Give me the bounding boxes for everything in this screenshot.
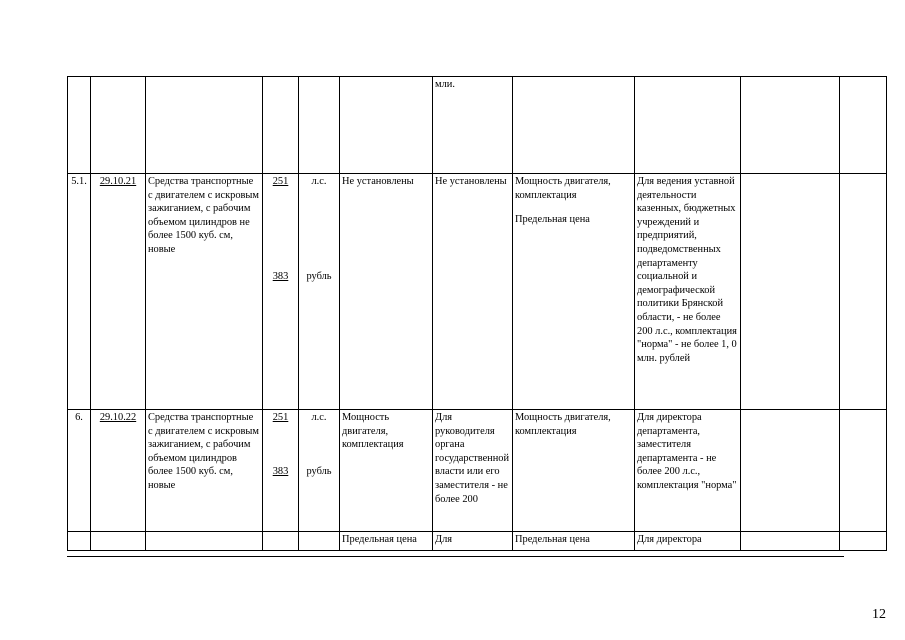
unit-2: рубль: [306, 270, 332, 282]
cell: [635, 77, 741, 174]
unit-1: л.с.: [311, 412, 327, 423]
cell: [299, 532, 340, 551]
cell: [340, 77, 433, 174]
table-row: [68, 174, 887, 410]
characteristic-1: Мощность двигателя, комплектация: [515, 176, 611, 201]
row-number: 5.1.: [68, 174, 91, 410]
cell: Мощность двигателя, комплектация: [340, 410, 433, 532]
cell: [91, 77, 146, 174]
characteristic-2: Предельная цена: [515, 214, 590, 226]
cell: Не установлены: [433, 174, 513, 410]
cell-text: мли.: [435, 79, 455, 90]
cell: Мощность двигателя, комплектация: [513, 410, 635, 532]
item-name: Средства транспортные с двигателем с искровым зажиганием, с рабочим объемом цилиндров не более 1500 куб. см, новые: [146, 174, 263, 410]
okei-code: [263, 174, 299, 410]
cell: Для: [433, 532, 513, 551]
cell: [741, 532, 840, 551]
cell: [741, 77, 840, 174]
cell: [840, 77, 887, 174]
table-row: [68, 532, 887, 551]
okei-code: [263, 410, 299, 532]
okei-code-1[interactable]: 251: [272, 176, 289, 187]
document-table: [67, 76, 887, 551]
cell: [840, 410, 887, 532]
okpd-code: [91, 174, 146, 410]
unit-1: л.с.: [311, 176, 327, 187]
cell: [146, 77, 263, 174]
cell: [299, 77, 340, 174]
cell: Предельная цена: [340, 532, 433, 551]
table-row: [68, 77, 887, 174]
footer-divider: [67, 556, 844, 557]
cell: [741, 410, 840, 532]
cell: Для руководителя органа государственной власти или его заместителя - не более 200: [433, 410, 513, 532]
cell: Для директора: [635, 532, 741, 551]
cell: [840, 174, 887, 410]
cell: [741, 174, 840, 410]
okpd-code: [91, 410, 146, 532]
cell: [91, 532, 146, 551]
cell: [68, 77, 91, 174]
cell: [68, 532, 91, 551]
page-number: 12: [872, 607, 886, 622]
unit-2: рубль: [306, 465, 332, 477]
okpd-code-link[interactable]: 29.10.21: [99, 176, 137, 187]
cell: [433, 77, 513, 174]
cell: [263, 77, 299, 174]
table-row: [68, 410, 887, 532]
cell: [513, 77, 635, 174]
cell: Для ведения уставной деятельности казенных, бюджетных учреждений и предприятий, подведомственных департаменту социальной и демографической политики Брянской области, - не более 200 л.с., комплектация "норма" - не более 1, 0 млн. рублей: [635, 174, 741, 410]
cell: Не установлены: [340, 174, 433, 410]
row-number: 6.: [68, 410, 91, 532]
cell: [840, 532, 887, 551]
cell: Для директора департамента, заместителя департамента - не более 200 л.с., комплектация "норма": [635, 410, 741, 532]
okpd-code-link[interactable]: 29.10.22: [99, 412, 137, 423]
cell: [146, 532, 263, 551]
cell: [263, 532, 299, 551]
unit-name: [299, 410, 340, 532]
cell: [513, 174, 635, 410]
okei-code-2[interactable]: 383: [272, 465, 289, 477]
unit-name: [299, 174, 340, 410]
okei-code-2[interactable]: 383: [272, 270, 289, 282]
item-name: Средства транспортные с двигателем с искровым зажиганием, с рабочим объемом цилиндров более 1500 куб. см, новые: [146, 410, 263, 532]
cell: Предельная цена: [513, 532, 635, 551]
okei-code-1[interactable]: 251: [272, 412, 289, 423]
